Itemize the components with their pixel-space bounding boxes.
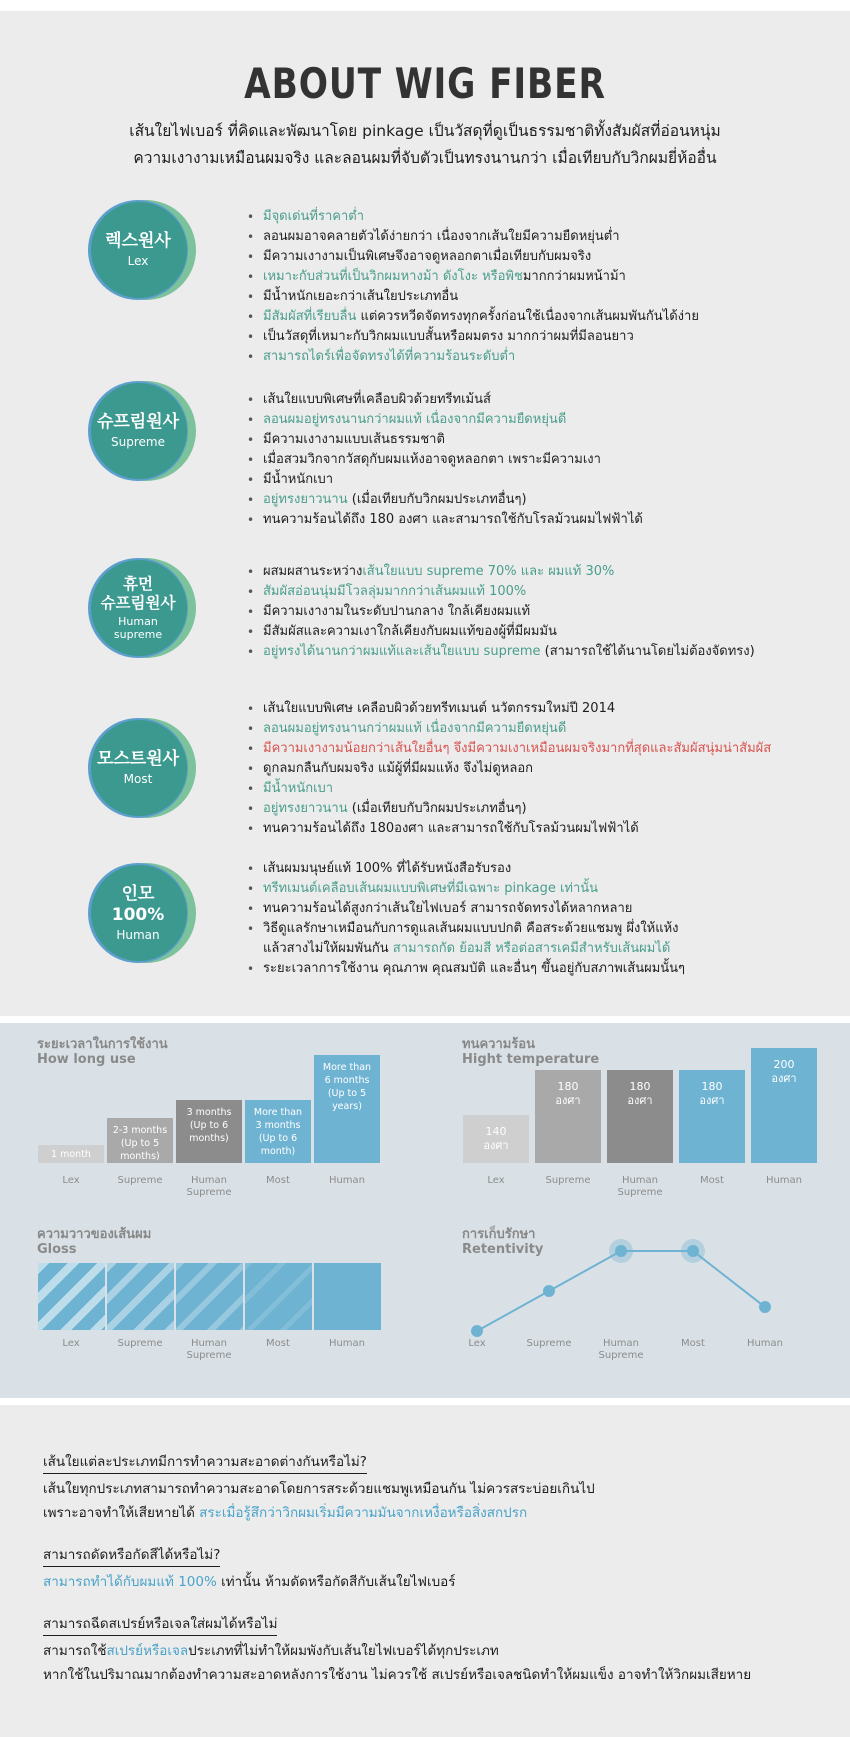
bullet-item: • สัมผัสอ่อนนุ่มมีโวลลุ่มมากกว่าเส้นผมแท้ 100% bbox=[245, 582, 755, 602]
badge-korean-label: 모스트원사 bbox=[96, 749, 180, 769]
data-point bbox=[687, 1245, 699, 1257]
bullet-item: • มีความเงางามน้อยกว่าเส้นใยอื่นๆ จึงมีความเงาเหมือนผมจริงมากที่สุดและสัมผัสนุ่มน่าสัมผัส bbox=[245, 739, 771, 759]
bullet-item: • ผสมผสานระหว่างเส้นใยแบบ supreme 70% และ ผมแท้ 30% bbox=[245, 562, 755, 582]
data-point bbox=[471, 1325, 483, 1337]
badge-english-label: Most bbox=[123, 772, 153, 786]
fiber-bullets-human-supreme bbox=[245, 562, 755, 662]
category-label: Supreme bbox=[545, 1175, 591, 1186]
faq-answer-cleaning bbox=[43, 1477, 595, 1525]
fiber-badge-lex bbox=[88, 200, 196, 300]
bullet-item: • เส้นผมมนุษย์แท้ 100% ที่ได้รับหนังสือรับรอง bbox=[245, 859, 685, 879]
category-label: Lex bbox=[468, 1338, 486, 1349]
category-label: Most bbox=[681, 1338, 705, 1349]
chart-retentivity bbox=[425, 1213, 850, 1398]
bullet-item: • เมื่อสวมวิกจากวัสดุกับผมแห้งอาจดูหลอกตา เพราะมีความเงา bbox=[245, 450, 643, 470]
faq-answer-line: เส้นใยทุกประเภทสามารถทำความสะอาดโดยการสระด้วยแชมพูเหมือนกัน ไม่ควรสระบ่อยเกินไป bbox=[43, 1481, 595, 1497]
badge-korean-label: 렉스원사 bbox=[105, 231, 171, 251]
bullet-item: • มีสัมผัสที่เรียบลื่น แต่ควรหวีดจัดทรงทุกครั้งก่อนใช้เนื่องจากเส้นผมพันกันได้ง่าย bbox=[245, 307, 699, 327]
bullet-item: • สามารถไดร์เพื่อจัดทรงได้ที่ความร้อนระดับต่ำ bbox=[245, 347, 699, 367]
faq-question-spray-gel: สามารถฉีดสเปรย์หรือเจลใส่ผมได้หรือไม่ bbox=[43, 1615, 277, 1636]
chart-heat-resistance bbox=[425, 1023, 850, 1213]
category-label: Supreme bbox=[526, 1338, 572, 1349]
bullet-item: • อยู่ทรงได้นานกว่าผมแท้และเส้นใยแบบ supreme (สามารถใช้ได้นานโดยไม่ต้องจัดทรง) bbox=[245, 642, 755, 662]
category-label: Most bbox=[266, 1338, 290, 1349]
bar: 180 องศา bbox=[535, 1070, 601, 1163]
bullet-item: • มีความเงางามเป็นพิเศษจึงอาจดูหลอกตาเมื่อเทียบกับผมจริง bbox=[245, 247, 699, 267]
page-subtitle bbox=[60, 118, 790, 172]
category-label: Lex bbox=[62, 1338, 80, 1349]
badge-korean-label: 휴먼 슈프림원사 bbox=[100, 575, 176, 612]
category-label: Human Supreme bbox=[186, 1338, 232, 1361]
bullet-item: • มีสัมผัสและความเงาใกล้เคียงกับผมแท้ของผู้ที่มีผมมัน bbox=[245, 622, 755, 642]
fiber-bullets-most bbox=[245, 699, 771, 839]
bullet-item: • ทนความร้อนได้ถึง 180 องศา และสามารถใช้กับโรลม้วนผมไฟฟ้าได้ bbox=[245, 510, 643, 530]
faq-answer-line: หากใช้ในปริมาณมากต้องทำความสะอาดหลังการใช้งาน ไม่ควรใช้ สเปรย์หรือเจลชนิดทำให้ผมแข็ง อาจทำให้วิกผมเสียหาย bbox=[43, 1667, 752, 1683]
bullet-item-continuation: แล้วสางไม่ให้ผมพันกัน สามารถกัด ย้อมสี หรือต่อสารเคมีสำหรับเส้นผมได้ bbox=[263, 941, 671, 956]
bullet-item: • มีความเงางามแบบเส้นธรรมชาติ bbox=[245, 430, 643, 450]
chart-subtitle: Retentivity bbox=[462, 1242, 544, 1257]
bar: 140 องศา bbox=[463, 1115, 529, 1163]
bullet-item: • อยู่ทรงยาวนาน (เมื่อเทียบกับวิกผมประเภทอื่นๆ) bbox=[245, 490, 643, 510]
gloss-swatch bbox=[245, 1263, 312, 1330]
bar: 2-3 months (Up to 5 months) bbox=[107, 1118, 173, 1163]
category-label: Lex bbox=[487, 1175, 505, 1186]
faq-answer-line: สามารถทำได้กับผมแท้ 100% เท่านั้น ห้ามดัดหรือกัดสีกับเส้นใยไฟเบอร์ bbox=[43, 1574, 456, 1590]
category-label: Supreme bbox=[117, 1338, 163, 1349]
chart-title: การเก็บรักษา bbox=[462, 1227, 536, 1242]
bar: More than 3 months (Up to 6 month) bbox=[245, 1100, 311, 1163]
faq-answer-spray-gel bbox=[43, 1639, 751, 1687]
bullet-item: • ระยะเวลาการใช้งาน คุณภาพ คุณสมบัติ และอื่นๆ ขึ้นอยู่กับสภาพเส้นผมนั้นๆ bbox=[245, 959, 685, 979]
category-label: Most bbox=[266, 1175, 290, 1186]
bullet-item: • เส้นใยแบบพิเศษ เคลือบผิวด้วยทรีทเมนต์ นวัตกรรมใหม่ปี 2014 bbox=[245, 699, 771, 719]
chart-gloss bbox=[0, 1213, 425, 1398]
subtitle-line-1: เส้นใยไฟเบอร์ ที่คิดและพัฒนาโดย pinkage เป็นวัสดุที่ดูเป็นธรรมชาติทั้งสัมผัสที่อ่อนหนุ่ม bbox=[129, 122, 721, 140]
retentivity-line-chart bbox=[425, 1213, 850, 1398]
bullet-item: • ทรีทเมนต์เคลือบเส้นผมแบบพิเศษที่มีเฉพาะ pinkage เท่านั้น bbox=[245, 879, 685, 899]
category-label: Supreme bbox=[117, 1175, 163, 1186]
faq-question-cleaning: เส้นใยแต่ละประเภทมีการทำความสะอาดต่างกันหรือไม่? bbox=[43, 1453, 367, 1474]
fiber-badge-human-supreme bbox=[88, 558, 196, 658]
bar: 200 องศา bbox=[751, 1048, 817, 1163]
bullet-item: • มีน้ำหนักเบา bbox=[245, 470, 643, 490]
category-label: Human Supreme bbox=[598, 1338, 644, 1361]
data-point bbox=[759, 1301, 771, 1313]
page-title: ABOUT WIG FIBER bbox=[244, 59, 606, 108]
bullet-item: • เหมาะกับส่วนที่เป็นวิกผมหางม้า ดังโงะ หรือพิชมากกว่าผมหน้าม้า bbox=[245, 267, 699, 287]
gloss-swatch bbox=[176, 1263, 243, 1330]
badge-korean-label: 인모 100% bbox=[111, 883, 165, 925]
bullet-item: • วิธีดูแลรักษาเหมือนกับการดูแลเส้นผมแบบปกติ คือสระด้วยแชมพู ผึ่งให้แห้ง bbox=[245, 919, 685, 939]
bullet-item: • ลอนผมอยู่ทรงนานกว่าผมแท้ เนื่องจากมีความยืดหยุ่นดี bbox=[245, 410, 643, 430]
badge-english-label: Human bbox=[116, 927, 160, 942]
bullet-item: • เส้นใยแบบพิเศษที่เคลือบผิวด้วยทรีทเม้นส์ bbox=[245, 390, 643, 410]
bar: 180 องศา bbox=[679, 1070, 745, 1163]
faq-answer-perm-dye bbox=[43, 1570, 456, 1594]
category-label: Human bbox=[328, 1175, 366, 1186]
fiber-badge-most bbox=[88, 718, 196, 818]
fiber-badge-human bbox=[88, 863, 196, 963]
comparison-charts-section bbox=[0, 1023, 850, 1398]
bullet-item: • มีน้ำหนักเบา bbox=[245, 779, 771, 799]
bullet-item: • ลอนผมอยู่ทรงนานกว่าผมแท้ เนื่องจากมีความยืดหยุ่นดี bbox=[245, 719, 771, 739]
bullet-item: • มีความเงางามในระดับปานกลาง ใกล้เคียงผมแท้ bbox=[245, 602, 755, 622]
fiber-badge-supreme bbox=[88, 381, 196, 481]
gloss-swatch bbox=[314, 1263, 381, 1330]
bullet-item: • มีจุดเด่นที่ราคาต่ำ bbox=[245, 207, 699, 227]
category-label: Human bbox=[328, 1338, 366, 1349]
badge-english-label: Supreme bbox=[111, 435, 165, 449]
gloss-swatch bbox=[38, 1263, 105, 1330]
data-point bbox=[615, 1245, 627, 1257]
bar: 3 months (Up to 6 months) bbox=[176, 1100, 242, 1163]
bullet-item: • ดูกลมกลืนกับผมจริง แม้ผู้ที่มีผมแห้ง จึงไม่ดูหลอก bbox=[245, 759, 771, 779]
bullet-item: • ทนความร้อนได้สูงกว่าเส้นใยไฟเบอร์ สามารถจัดทรงได้หลากหลาย bbox=[245, 899, 685, 919]
data-point bbox=[543, 1285, 555, 1297]
badge-english-label: Human supreme bbox=[113, 615, 163, 641]
bullet-item: • อยู่ทรงยาวนาน (เมื่อเทียบกับวิกผมประเภทอื่นๆ) bbox=[245, 799, 771, 819]
category-label: Human Supreme bbox=[186, 1175, 232, 1198]
chart-subtitle: Gloss bbox=[37, 1242, 77, 1257]
bullet-item: • เป็นวัสดุที่เหมาะกับวิกผมแบบสั้นหรือผมตรง มากกว่าผมที่มีลอนยาว bbox=[245, 327, 699, 347]
chart-title: ทนความร้อน bbox=[462, 1037, 535, 1052]
gloss-swatch bbox=[107, 1263, 174, 1330]
category-label: Human bbox=[765, 1175, 803, 1186]
faq-section bbox=[0, 1405, 850, 1737]
bar: 1 month bbox=[38, 1145, 104, 1163]
bullet-item: • ลอนผมอาจคลายตัวได้ง่ายกว่า เนื่องจากเส้นใยมีความยืดหยุ่นต่ำ bbox=[245, 227, 699, 247]
chart-subtitle: How long use bbox=[37, 1052, 136, 1067]
fiber-bullets-human bbox=[245, 859, 685, 979]
wig-fiber-types-section bbox=[0, 11, 850, 1016]
category-label: Lex bbox=[62, 1175, 80, 1186]
bar: 180 องศา bbox=[607, 1070, 673, 1163]
chart-how-long-use bbox=[0, 1023, 425, 1213]
bullet-item: • ทนความร้อนได้ถึง 180องศา และสามารถใช้กับโรลม้วนผมไฟฟ้าได้ bbox=[245, 819, 771, 839]
category-label: Human bbox=[746, 1338, 784, 1349]
bar: More than 6 months (Up to 5 years) bbox=[314, 1055, 380, 1163]
faq-answer-line: เพราะอาจทำให้เสียหายได้ สระเมื่อรู้สึกว่าวิกผมเริ่มมีความมันจากเหงื่อหรือสิ่งสกปรก bbox=[43, 1505, 528, 1521]
faq-answer-line: สามารถใช้สเปรย์หรือเจลประเภทที่ไม่ทำให้ผมพังกับเส้นใยไฟเบอร์ได้ทุกประเภท bbox=[43, 1643, 499, 1659]
chart-title: ความวาวของเส้นผม bbox=[37, 1227, 152, 1242]
badge-english-label: Lex bbox=[127, 254, 149, 268]
subtitle-line-2: ความเงางามเหมือนผมจริง และลอนผมที่จับตัวเป็นทรงนานกว่า เมื่อเทียบกับวิกผมยี่ห้ออื่น bbox=[133, 149, 717, 167]
bullet-item: • มีน้ำหนักเยอะกว่าเส้นใยประเภทอื่น bbox=[245, 287, 699, 307]
badge-korean-label: 슈프림원사 bbox=[96, 412, 180, 432]
fiber-bullets-supreme bbox=[245, 390, 643, 530]
faq-question-perm-dye: สามารถดัดหรือกัดสีได้หรือไม่? bbox=[43, 1546, 220, 1567]
chart-title: ระยะเวลาในการใช้งาน bbox=[37, 1037, 168, 1052]
category-label: Most bbox=[700, 1175, 724, 1186]
chart-subtitle: Hight temperature bbox=[462, 1052, 600, 1067]
category-label: Human Supreme bbox=[617, 1175, 663, 1198]
fiber-bullets-lex bbox=[245, 207, 699, 367]
